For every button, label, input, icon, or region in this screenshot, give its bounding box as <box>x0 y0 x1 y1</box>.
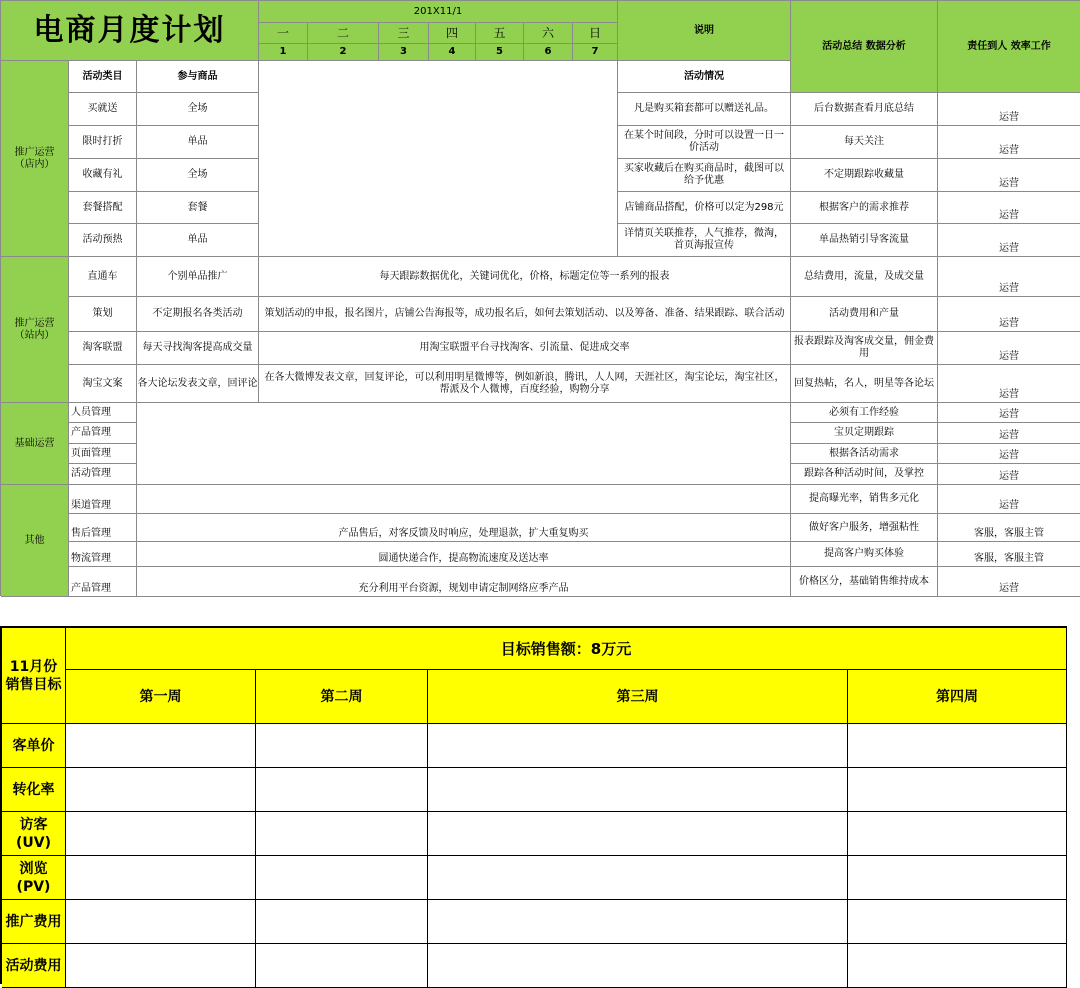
metric-value-cell[interactable] <box>428 724 848 768</box>
month-target-label[interactable]: 11月份 销售目标 <box>2 628 66 724</box>
metric-value-cell[interactable] <box>848 768 1067 812</box>
goods-cell[interactable]: 单品 <box>137 126 259 159</box>
activity-type-cell[interactable]: 直通车 <box>69 257 137 297</box>
basic-blank-area[interactable] <box>137 403 791 485</box>
day-number-cell[interactable]: 1 <box>259 44 308 61</box>
activity-type-cell[interactable]: 淘宝文案 <box>69 365 137 403</box>
goods-cell[interactable]: 套餐 <box>137 192 259 224</box>
activity-type-cell[interactable]: 人员管理 <box>69 403 137 423</box>
owner-cell[interactable]: 运营 <box>938 297 1080 332</box>
owner-cell[interactable]: 运营 <box>938 464 1080 485</box>
activity-type-cell[interactable]: 策划 <box>69 297 137 332</box>
summary-cell[interactable]: 价格区分，基础销售维持成本 <box>791 567 938 597</box>
metric-value-cell[interactable] <box>256 724 428 768</box>
metric-label[interactable]: 推广费用 <box>2 900 66 944</box>
owner-cell[interactable]: 客服，客服主管 <box>938 514 1080 542</box>
summary-cell[interactable]: 总结费用，流量，及成交量 <box>791 257 938 297</box>
activity-type-cell[interactable]: 产品管理 <box>69 567 137 597</box>
group-label-other[interactable]: 其他 <box>1 485 69 597</box>
calendar-blank-area[interactable] <box>259 61 618 257</box>
metric-value-cell[interactable] <box>256 768 428 812</box>
owner-header[interactable]: 责任到人 效率工作 <box>938 1 1080 93</box>
summary-cell[interactable]: 必须有工作经验 <box>791 403 938 423</box>
goal-amount[interactable]: 目标销售额：8万元 <box>66 628 1067 670</box>
summary-cell[interactable]: 提高客户购买体验 <box>791 542 938 567</box>
week-header[interactable]: 第四周 <box>848 670 1067 724</box>
situation-cell[interactable]: 凡是购买箱套都可以赠送礼品。 <box>618 93 791 126</box>
group-label-store[interactable]: 推广运营 （店内） <box>1 61 69 257</box>
activity-type-cell[interactable]: 活动预热 <box>69 224 137 257</box>
weekday-cell[interactable]: 三 <box>379 23 429 44</box>
activity-type-cell[interactable]: 产品管理 <box>69 423 137 444</box>
group-label-basic[interactable]: 基础运营 <box>1 403 69 485</box>
goods-cell[interactable]: 单品 <box>137 224 259 257</box>
owner-cell[interactable]: 运营 <box>938 93 1080 126</box>
summary-cell[interactable]: 做好客户服务，增强粘性 <box>791 514 938 542</box>
metric-value-cell[interactable] <box>66 944 256 988</box>
owner-cell[interactable]: 运营 <box>938 485 1080 514</box>
summary-cell[interactable]: 每天关注 <box>791 126 938 159</box>
metric-value-cell[interactable] <box>848 724 1067 768</box>
activity-type-cell[interactable]: 套餐搭配 <box>69 192 137 224</box>
owner-cell[interactable]: 运营 <box>938 192 1080 224</box>
day-number-cell[interactable]: 4 <box>429 44 476 61</box>
goods-cell[interactable]: 不定期报名各类活动 <box>137 297 259 332</box>
summary-cell[interactable]: 根据各活动需求 <box>791 444 938 464</box>
summary-cell[interactable]: 根据客户的需求推荐 <box>791 192 938 224</box>
situation-header[interactable]: 活动情况 <box>618 61 791 93</box>
metric-label[interactable]: 访客 (UV) <box>2 812 66 856</box>
owner-cell[interactable]: 运营 <box>938 257 1080 297</box>
summary-header[interactable]: 活动总结 数据分析 <box>791 1 938 93</box>
metric-value-cell[interactable] <box>848 812 1067 856</box>
summary-cell[interactable]: 不定期跟踪收藏量 <box>791 159 938 192</box>
sales-target-table <box>0 626 1067 984</box>
owner-cell[interactable]: 客服，客服主管 <box>938 542 1080 567</box>
day-number-cell[interactable]: 6 <box>524 44 573 61</box>
weekday-cell[interactable]: 四 <box>429 23 476 44</box>
week-header[interactable]: 第三周 <box>428 670 848 724</box>
summary-cell[interactable]: 回复热帖，名人，明星等各论坛 <box>791 365 938 403</box>
metric-value-cell[interactable] <box>848 856 1067 900</box>
activity-type-cell[interactable]: 物流管理 <box>69 542 137 567</box>
weekday-cell[interactable]: 二 <box>308 23 379 44</box>
activity-type-cell[interactable]: 限时打折 <box>69 126 137 159</box>
owner-cell[interactable]: 运营 <box>938 365 1080 403</box>
description-cell[interactable] <box>137 485 791 514</box>
owner-cell[interactable]: 运营 <box>938 159 1080 192</box>
activity-type-cell[interactable]: 页面管理 <box>69 444 137 464</box>
metric-label[interactable]: 活动费用 <box>2 944 66 988</box>
metric-value-cell[interactable] <box>256 944 428 988</box>
note-header[interactable]: 说明 <box>618 1 791 61</box>
week-header[interactable]: 第二周 <box>256 670 428 724</box>
summary-cell[interactable]: 活动费用和产量 <box>791 297 938 332</box>
weekday-cell[interactable]: 日 <box>573 23 618 44</box>
group-label-site[interactable]: 推广运营 （站内） <box>1 257 69 403</box>
owner-cell[interactable]: 运营 <box>938 403 1080 423</box>
goods-cell[interactable]: 个别单品推广 <box>137 257 259 297</box>
metric-value-cell[interactable] <box>256 900 428 944</box>
week-header[interactable]: 第一周 <box>66 670 256 724</box>
metric-value-cell[interactable] <box>66 812 256 856</box>
summary-cell[interactable]: 宝贝定期跟踪 <box>791 423 938 444</box>
metric-value-cell[interactable] <box>428 812 848 856</box>
weekday-cell[interactable]: 五 <box>476 23 524 44</box>
metric-value-cell[interactable] <box>428 856 848 900</box>
goods-header[interactable]: 参与商品 <box>137 61 259 93</box>
day-number-cell[interactable]: 5 <box>476 44 524 61</box>
owner-cell[interactable]: 运营 <box>938 224 1080 257</box>
owner-cell[interactable]: 运营 <box>938 332 1080 365</box>
metric-label[interactable]: 浏览 (PV) <box>2 856 66 900</box>
summary-cell[interactable]: 提高曝光率，销售多元化 <box>791 485 938 514</box>
situation-cell[interactable]: 在某个时间段，分时可以设置一日一价活动 <box>618 126 791 159</box>
sheet-title[interactable]: 电商月度计划 <box>1 1 259 61</box>
weekday-cell[interactable]: 一 <box>259 23 308 44</box>
description-cell[interactable]: 每天跟踪数据优化，关键词优化，价格，标题定位等一系列的报表 <box>259 257 791 297</box>
owner-cell[interactable]: 运营 <box>938 567 1080 597</box>
description-cell[interactable]: 用淘宝联盟平台寻找淘客、引流量、促进成交率 <box>259 332 791 365</box>
metric-value-cell[interactable] <box>66 724 256 768</box>
metric-value-cell[interactable] <box>256 856 428 900</box>
activity-type-cell[interactable]: 收藏有礼 <box>69 159 137 192</box>
metric-value-cell[interactable] <box>66 856 256 900</box>
goods-cell[interactable]: 每天寻找淘客提高成交量 <box>137 332 259 365</box>
description-cell[interactable]: 策划活动的申报，报名图片，店铺公告海报等，成功报名后，如何去策划活动、以及筹备、准备、结果跟踪、联合活动 <box>259 297 791 332</box>
day-number-cell[interactable]: 2 <box>308 44 379 61</box>
metric-value-cell[interactable] <box>848 944 1067 988</box>
metric-value-cell[interactable] <box>428 768 848 812</box>
activity-type-cell[interactable]: 淘客联盟 <box>69 332 137 365</box>
summary-cell[interactable]: 跟踪各种活动时间，及掌控 <box>791 464 938 485</box>
metric-value-cell[interactable] <box>256 812 428 856</box>
metric-value-cell[interactable] <box>428 900 848 944</box>
description-cell[interactable]: 圆通快递合作，提高物流速度及送达率 <box>137 542 791 567</box>
situation-cell[interactable]: 店铺商品搭配，价格可以定为298元 <box>618 192 791 224</box>
goods-cell[interactable]: 全场 <box>137 93 259 126</box>
activity-type-cell[interactable]: 买就送 <box>69 93 137 126</box>
activity-type-header[interactable]: 活动类目 <box>69 61 137 93</box>
date-header[interactable]: 201X11/1 <box>259 1 618 23</box>
metric-value-cell[interactable] <box>66 900 256 944</box>
metric-label[interactable]: 客单价 <box>2 724 66 768</box>
summary-cell[interactable]: 后台数据查看月底总结 <box>791 93 938 126</box>
goods-cell[interactable]: 各大论坛发表文章，回评论 <box>137 365 259 403</box>
description-cell[interactable]: 产品售后，对客反馈及时响应，处理退款，扩大重复购买 <box>137 514 791 542</box>
goods-cell[interactable]: 全场 <box>137 159 259 192</box>
description-cell[interactable]: 充分利用平台资源，规划申请定制网络应季产品 <box>137 567 791 597</box>
weekday-cell[interactable]: 六 <box>524 23 573 44</box>
owner-cell[interactable]: 运营 <box>938 126 1080 159</box>
activity-type-cell[interactable]: 渠道管理 <box>69 485 137 514</box>
situation-cell[interactable]: 详情页关联推荐，人气推荐，微淘，首页海报宣传 <box>618 224 791 257</box>
situation-cell[interactable]: 买家收藏后在购买商品时，截图可以给予优惠 <box>618 159 791 192</box>
activity-type-cell[interactable]: 售后管理 <box>69 514 137 542</box>
metric-value-cell[interactable] <box>428 944 848 988</box>
summary-cell[interactable]: 报表跟踪及淘客成交量，佣金费用 <box>791 332 938 365</box>
description-cell[interactable]: 在各大微博发表文章，回复评论，可以利用明星微博等，例如新浪，腾讯，人人网，天涯社区，淘宝论坛，淘宝社区，帮派及个人微博，百度经验，购物分享 <box>259 365 791 403</box>
metric-label[interactable]: 转化率 <box>2 768 66 812</box>
activity-type-cell[interactable]: 活动管理 <box>69 464 137 485</box>
summary-cell[interactable]: 单品热销引导客流量 <box>791 224 938 257</box>
metric-value-cell[interactable] <box>848 900 1067 944</box>
day-number-cell[interactable]: 3 <box>379 44 429 61</box>
day-number-cell[interactable]: 7 <box>573 44 618 61</box>
metric-value-cell[interactable] <box>66 768 256 812</box>
owner-cell[interactable]: 运营 <box>938 444 1080 464</box>
owner-cell[interactable]: 运营 <box>938 423 1080 444</box>
